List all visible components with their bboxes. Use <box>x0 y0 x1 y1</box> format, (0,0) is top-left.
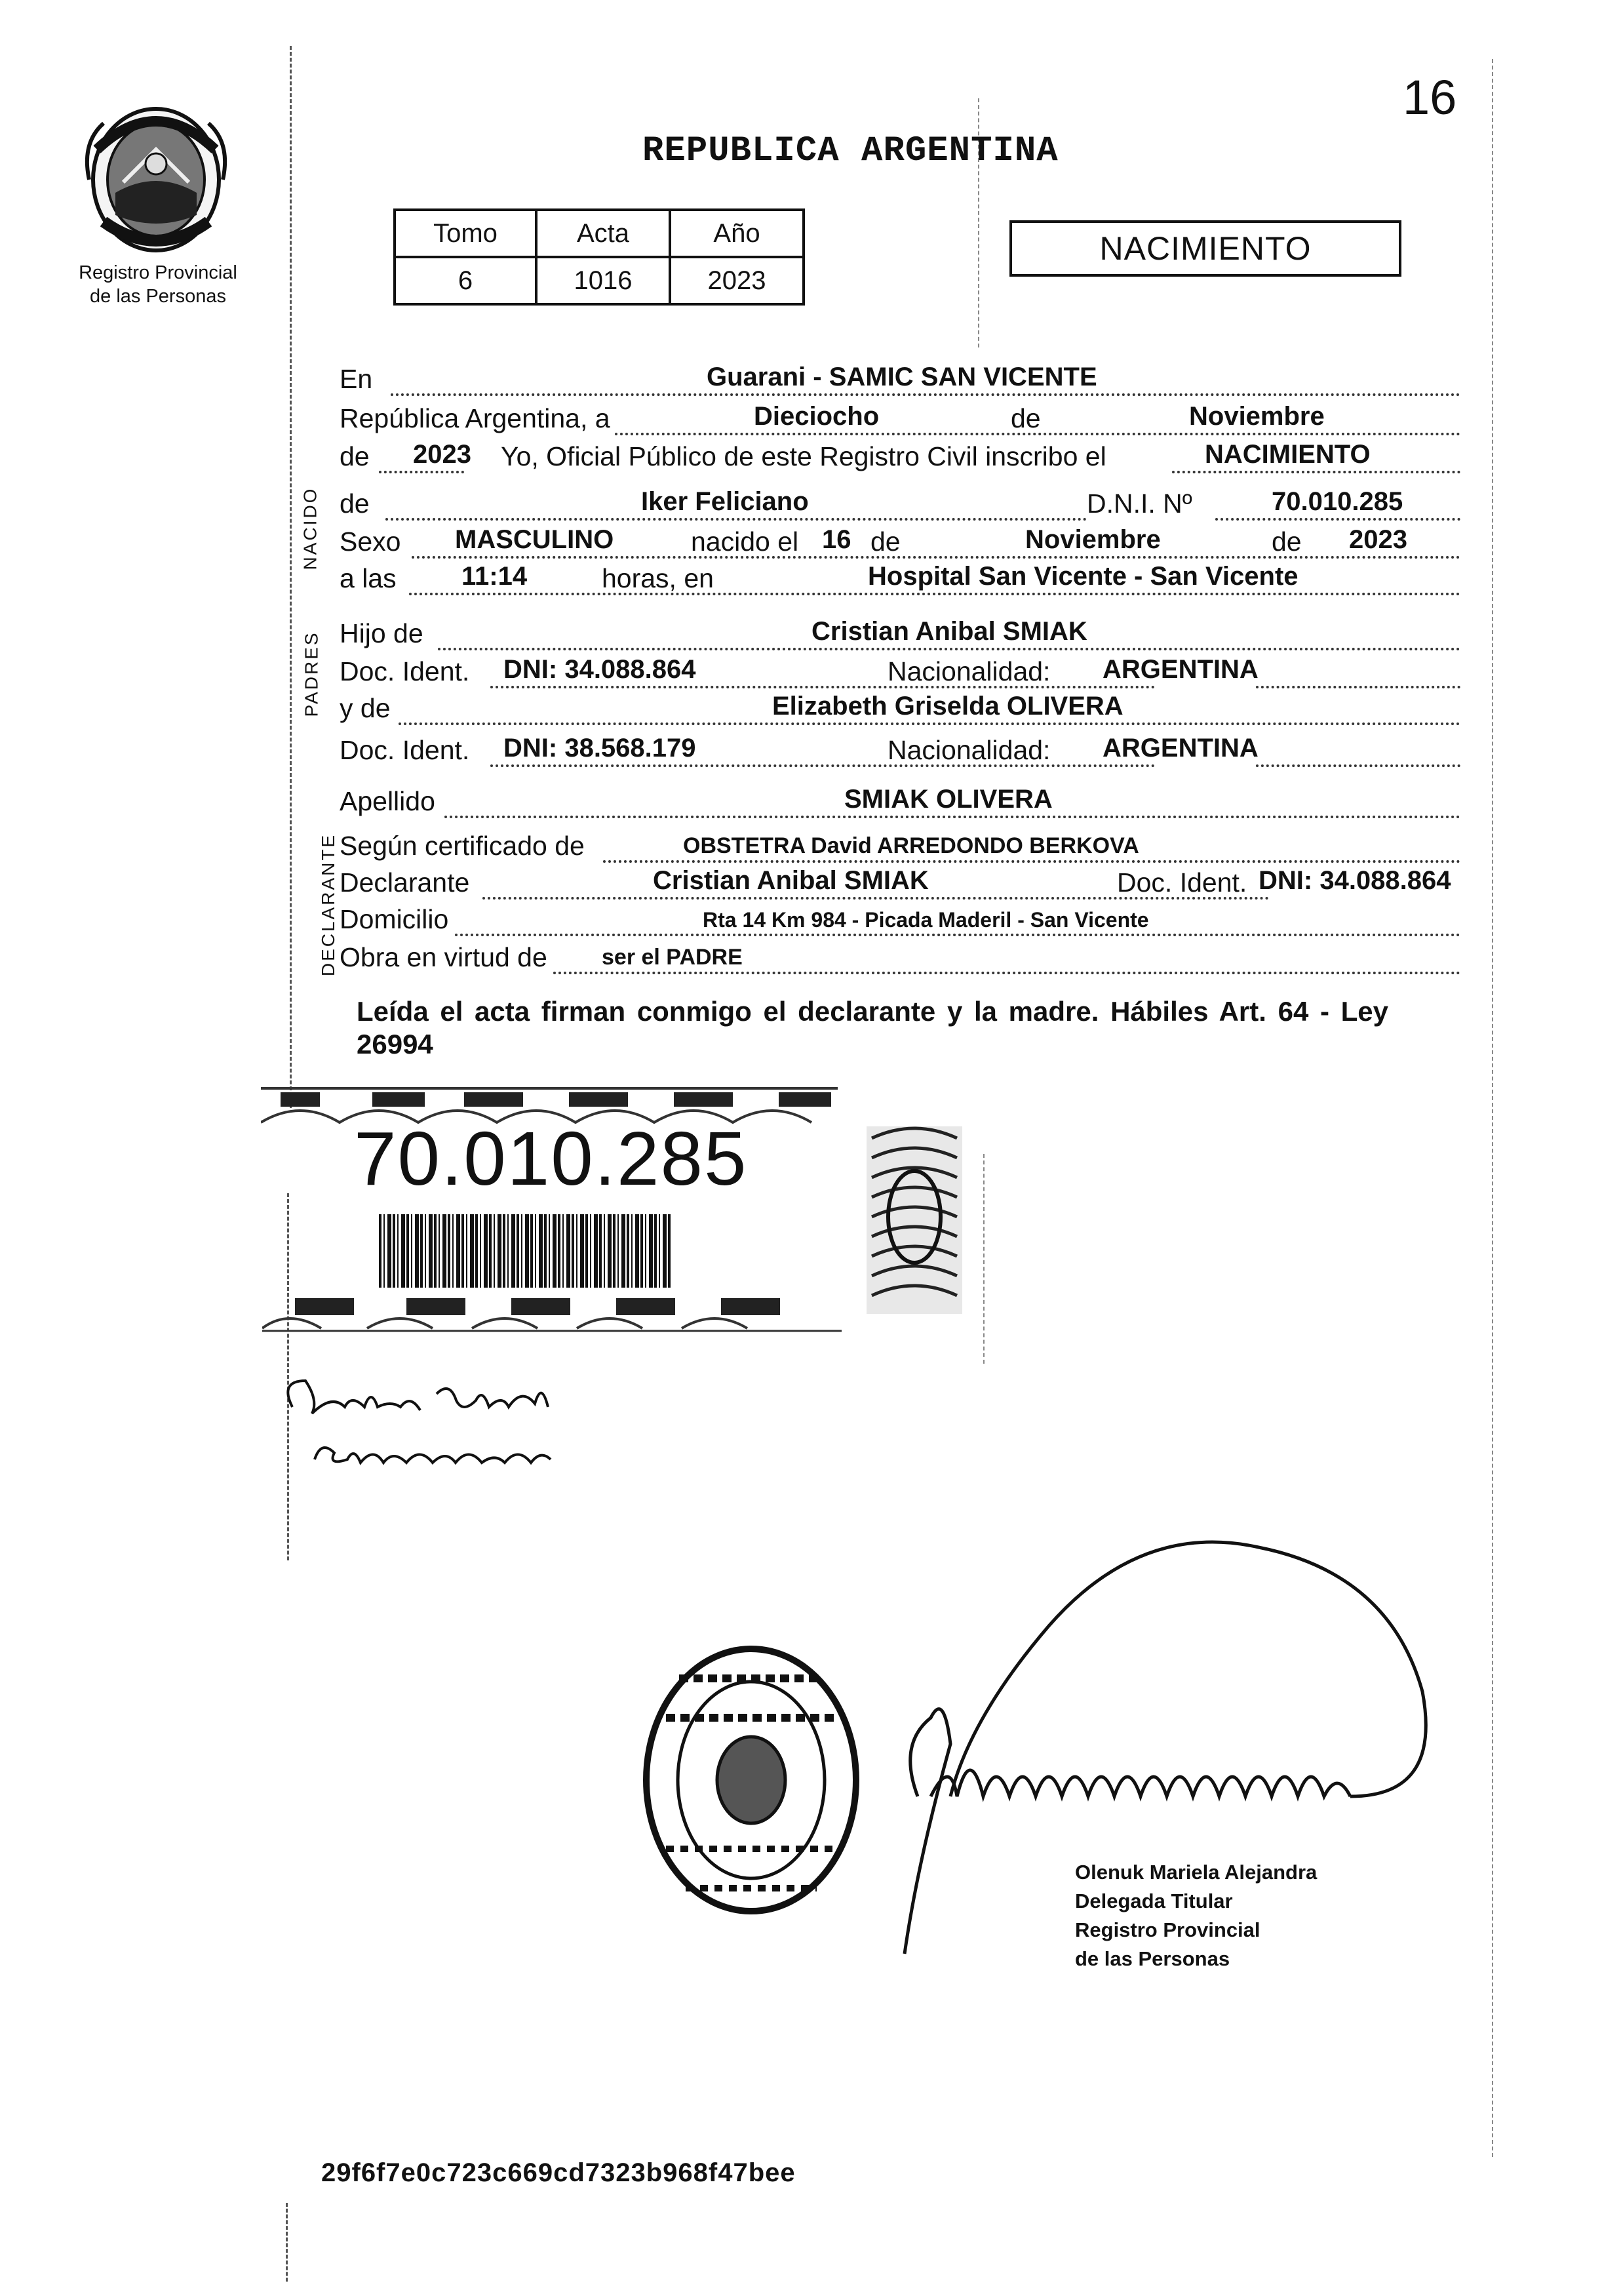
label-horas-en: horas, en <box>602 563 714 593</box>
value-by-virtue: ser el PADRE <box>602 945 743 970</box>
mother-signature <box>308 1427 557 1479</box>
dni-security-strip-bottom <box>262 1296 842 1334</box>
line-registration-year <box>340 431 1460 476</box>
value-birth-day: 16 <box>822 525 851 554</box>
line-mother-doc <box>340 725 1460 770</box>
closing-statement: Leída el acta firman conmigo el declarante y la madre. Hábiles Art. 64 - Ley 26994 <box>357 996 1388 1059</box>
label-apellido: Apellido <box>340 786 435 816</box>
tomo-header: Tomo <box>395 210 536 257</box>
tomo-value: 6 <box>395 257 536 304</box>
label-de-name: de <box>340 488 370 519</box>
registry-label <box>69 261 246 308</box>
value-place: Guarani - SAMIC SAN VICENTE <box>707 363 1097 391</box>
value-certificate: OBSTETRA David ARREDONDO BERKOVA <box>683 833 1139 858</box>
document-hash: 29f6f7e0c723c669cd7323b968f47bee <box>321 2158 796 2187</box>
official-stamp <box>640 1639 863 1921</box>
acta-header: Acta <box>536 210 670 257</box>
label-hijo-de: Hijo de <box>340 618 423 648</box>
reference-table <box>393 208 805 306</box>
value-birth-time: 11:14 <box>461 562 528 591</box>
acta-value: 1016 <box>536 257 670 304</box>
registry-label-line1: Registro Provincial <box>79 262 237 283</box>
value-birth-year: 2023 <box>1349 525 1407 554</box>
label-nacido-el: nacido el <box>691 526 799 557</box>
label-declarante: Declarante <box>340 867 470 898</box>
line-place <box>340 354 1460 399</box>
value-reg-day: Dieciocho <box>754 402 880 431</box>
dni-barcode-number: 70.010.285 <box>354 1116 748 1201</box>
value-reg-year: 2023 <box>413 440 471 469</box>
value-father: Cristian Anibal SMIAK <box>811 617 1087 646</box>
value-father-nationality: ARGENTINA <box>1103 655 1259 684</box>
country-title: REPUBLICA ARGENTINA <box>642 131 1059 171</box>
value-reg-month: Noviembre <box>1189 402 1325 431</box>
left-margin-rule <box>290 46 292 1108</box>
value-father-doc: DNI: 34.088.864 <box>503 655 696 684</box>
label-obra-en-virtud: Obra en virtud de <box>340 942 547 972</box>
act-type-box: NACIMIENTO <box>1009 220 1401 277</box>
value-declarant: Cristian Anibal SMIAK <box>653 866 929 895</box>
registrar-title: Delegada Titular <box>1075 1890 1233 1912</box>
label-nacionalidad-father: Nacionalidad: <box>888 656 1051 686</box>
value-address: Rta 14 Km 984 - Picada Maderil - San Vicente <box>703 908 1149 932</box>
registrar-name: Olenuk Mariela Alejandra <box>1075 1861 1318 1884</box>
registrar-org-1: Registro Provincial <box>1075 1918 1260 1941</box>
label-sexo: Sexo <box>340 526 401 557</box>
value-sex: MASCULINO <box>455 525 614 554</box>
label-doc-ident-mother: Doc. Ident. <box>340 735 470 765</box>
anio-header: Año <box>670 210 804 257</box>
label-de-month: de <box>1272 526 1302 557</box>
reference-value-row <box>395 257 804 304</box>
label-republica: República Argentina, a <box>340 403 610 433</box>
father-signature <box>279 1368 574 1427</box>
value-name: Iker Feliciano <box>641 487 809 516</box>
value-dni: 70.010.285 <box>1272 487 1403 516</box>
label-de: de <box>1011 403 1041 433</box>
registrar-block <box>1075 1858 1317 1973</box>
misiones-seal-logo <box>77 104 235 256</box>
anio-value: 2023 <box>670 257 804 304</box>
value-mother: Elizabeth Griselda OLIVERA <box>772 692 1123 721</box>
label-de-year: de <box>340 441 370 471</box>
side-label-padres: PADRES <box>301 631 322 717</box>
value-surname: SMIAK OLIVERA <box>844 785 1053 814</box>
fingerprint-image <box>865 1125 964 1315</box>
label-nacionalidad-mother: Nacionalidad: <box>888 735 1051 765</box>
line-mother <box>340 683 1460 728</box>
label-dni: D.N.I. Nº <box>1087 488 1192 519</box>
line-time-place <box>340 553 1460 598</box>
line-surname <box>340 776 1460 821</box>
reference-header-row <box>395 210 804 257</box>
value-declarant-doc: DNI: 34.088.864 <box>1259 866 1451 895</box>
center-margin-rule-lower <box>983 1154 985 1364</box>
label-domicilio: Domicilio <box>340 904 449 934</box>
line-by-virtue <box>340 932 1460 977</box>
value-act: NACIMIENTO <box>1205 440 1371 469</box>
barcode <box>379 1214 671 1288</box>
value-birth-place: Hospital San Vicente - San Vicente <box>868 562 1299 591</box>
value-mother-doc: DNI: 38.568.179 <box>503 734 696 762</box>
value-mother-nationality: ARGENTINA <box>1103 734 1259 762</box>
label-oficial: Yo, Oficial Público de este Registro Civil inscribo el <box>501 441 1106 471</box>
label-doc-ident-father: Doc. Ident. <box>340 656 470 686</box>
label-de-day: de <box>870 526 901 557</box>
side-label-nacido: NACIDO <box>300 486 321 570</box>
registrar-org-2: de las Personas <box>1075 1947 1230 1970</box>
label-a-las: a las <box>340 563 397 593</box>
label-y-de: y de <box>340 693 391 723</box>
label-en: En <box>340 364 373 394</box>
value-birth-month: Noviembre <box>1025 525 1161 554</box>
registry-label-line2: de las Personas <box>90 286 226 307</box>
left-margin-rule-bottom <box>286 2203 288 2282</box>
label-doc-ident-declarant: Doc. Ident. <box>1117 867 1247 898</box>
side-label-declarante: DECLARANTE <box>318 833 339 977</box>
right-margin-rule <box>1492 59 1493 2157</box>
page-number: 16 <box>1403 70 1457 125</box>
label-segun-certificado: Según certificado de <box>340 831 585 861</box>
